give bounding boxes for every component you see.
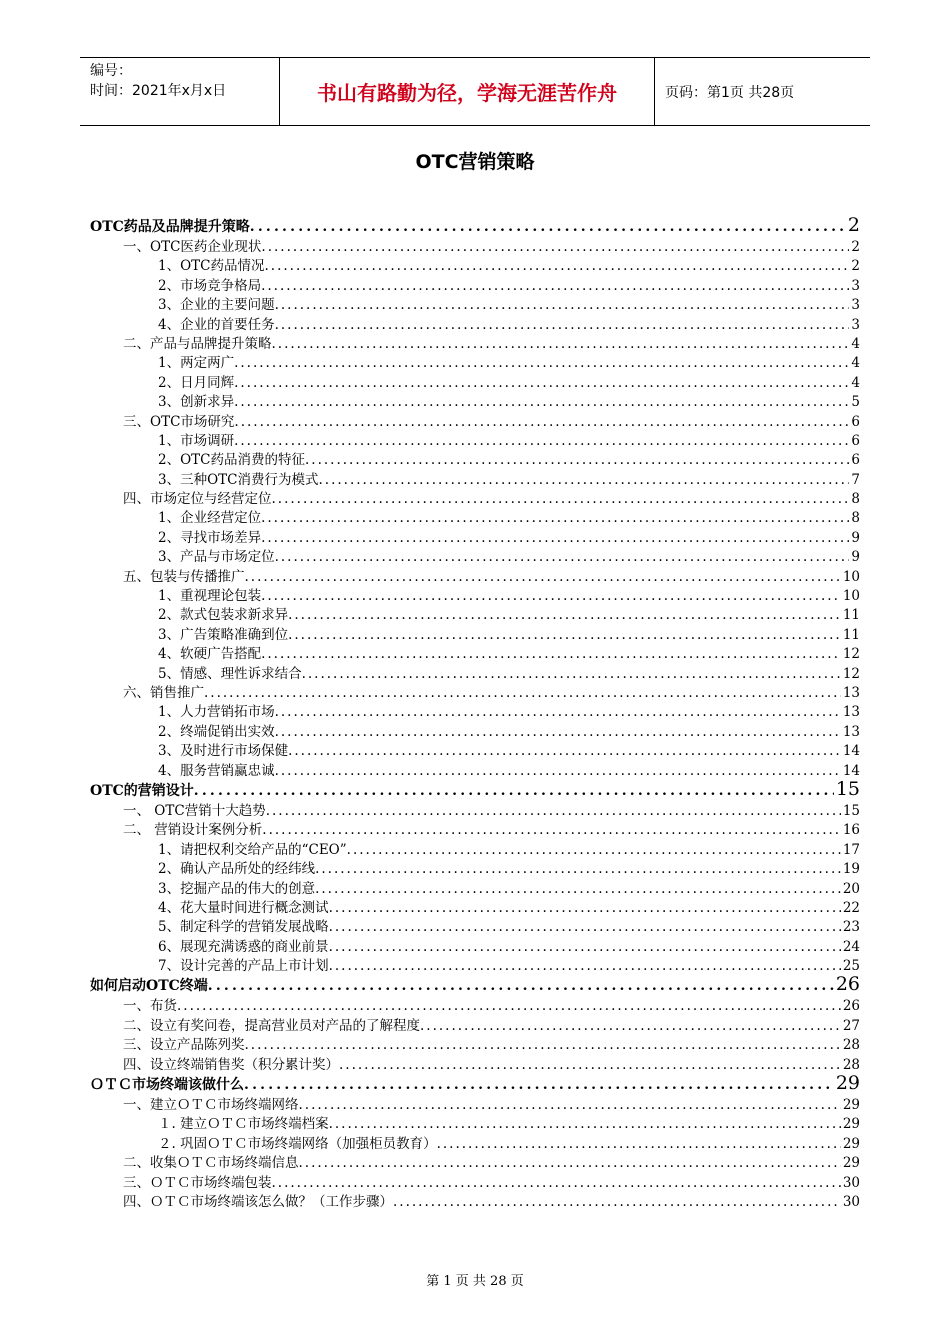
toc-leader-dots [275,549,850,564]
toc-entry-page: 29 [842,1116,860,1132]
toc-entry-page: 14 [842,762,860,778]
toc-leader-dots [329,900,841,915]
toc-entry-page: 17 [842,841,860,858]
toc-leader-dots [261,588,841,603]
toc-entry-page: 19 [842,861,860,877]
toc-leader-dots [261,646,841,661]
header-page-label: 页码：第1页 共28页 [665,84,795,101]
toc-leader-dots [234,433,849,448]
toc-entry-title: 一、建立ＯＴＣ市场终端网络 [123,1097,299,1113]
toc-entry-page: 12 [842,665,860,681]
toc-entry-title: 6、展现充满诱惑的商业前景 [158,938,329,955]
toc-entry-page: 11 [842,626,860,643]
toc-leader-dots [288,627,841,642]
toc-entry-title: 三、设立产品陈列奖 [123,1037,245,1053]
toc-entry[interactable] [90,799,860,818]
toc-leader-dots [305,452,849,467]
toc-entry-title: 3、及时进行市场保健 [158,743,289,759]
toc-entry-title: 四、市场定位与经营定位 [123,491,272,507]
toc-entry[interactable] [90,468,860,487]
document-title: OTC营销策略 [415,151,535,173]
toc-entry-title: 4、服务营销赢忠诚 [158,762,275,778]
toc-entry-page: 28 [842,1056,860,1073]
toc-entry-title: 1、OTC药品情况 [158,258,265,274]
toc-entry-page: 9 [851,549,860,565]
toc-entry-title: 1、人力营销拓市场 [158,704,275,720]
toc-entry-page: 13 [842,684,860,701]
toc-leader-dots [245,569,841,584]
toc-entry-title: 3、企业的主要问题 [158,297,275,313]
toc-leader-dots [315,881,841,896]
toc-entry[interactable] [90,487,860,506]
toc-entry[interactable] [90,877,860,896]
toc-entry-page: 10 [842,588,860,604]
toc-entry-page: 12 [842,646,860,662]
toc-entry-page: 29 [835,1072,860,1094]
toc-leader-dots [272,336,850,351]
toc-entry[interactable] [90,371,860,390]
toc-leader-dots [288,607,841,622]
toc-entry[interactable] [90,935,860,954]
toc-leader-dots [339,1057,841,1072]
toc-entry[interactable] [90,1171,860,1190]
toc-leader-dots [250,219,846,235]
toc-entry-title: 2、日月同辉 [158,374,235,391]
toc-entry[interactable] [90,759,860,778]
toc-entry-page: 16 [842,822,860,838]
toc-entry-page: 2 [847,214,860,235]
toc-entry[interactable] [90,915,860,934]
toc-entry-title: OTC的营销设计 [90,782,194,799]
toc-leader-dots [299,1155,841,1170]
toc-leader-dots [302,666,841,681]
toc-leader-dots [261,530,849,545]
toc-entry[interactable] [90,506,860,525]
toc-entry-page: 5 [851,394,860,410]
toc-entry[interactable] [90,720,860,739]
toc-entry[interactable] [90,584,860,603]
toc-entry-title: ２. 巩固ＯＴＣ市场终端网络（加强柜员教育） [158,1135,437,1152]
toc-entry-title: 3、产品与市场定位 [158,549,275,565]
toc-entry-page: 28 [842,1037,860,1053]
toc-entry[interactable] [90,838,860,857]
toc-entry-page: 3 [851,297,860,313]
toc-leader-dots [262,822,841,837]
toc-entry[interactable] [90,994,860,1013]
toc-entry-title: 1、请把权利交给产品的“CEO” [158,841,347,858]
toc-leader-dots [275,317,850,332]
toc-entry-title: 2、OTC药品消费的特征 [158,452,305,468]
toc-entry-title: 如何启动OTC终端 [90,978,208,995]
toc-entry-title: 二、 营销设计案例分析 [123,822,263,838]
toc-leader-dots [329,919,841,934]
toc-entry-title: 五、包装与传播推广 [123,568,245,585]
toc-leader-dots [275,297,850,312]
toc-leader-dots [245,1037,841,1052]
toc-entry-page: 20 [842,880,860,896]
toc-leader-dots [275,763,841,778]
toc-entry[interactable] [90,1112,860,1131]
toc-leader-dots [437,1136,841,1151]
toc-entry-page: 4 [851,374,860,391]
toc-entry-title: 一、布货 [123,998,177,1014]
toc-entry-title: 六、销售推广 [123,684,204,701]
toc-entry-page: 4 [851,335,860,352]
toc-entry-page: 23 [842,919,860,935]
toc-entry[interactable] [90,739,860,758]
toc-entry-title: 1、重视理论包装 [158,588,262,604]
toc-entry[interactable] [90,642,860,661]
toc-entry[interactable] [90,254,860,273]
toc-entry-title: 5、制定科学的营销发展战略 [158,919,329,935]
toc-entry-title: 1、企业经营定位 [158,510,262,526]
toc-entry-page: 9 [851,529,860,546]
toc-entry-title: 2、寻找市场差异 [158,529,262,546]
toc-entry[interactable] [90,390,860,409]
toc-entry-page: 2 [851,239,860,255]
toc-leader-dots [234,355,849,370]
toc-entry[interactable] [90,526,860,545]
toc-leader-dots [234,375,849,390]
toc-entry-page: 30 [842,1174,860,1190]
toc-entry-title: 3、广告策略准确到位 [158,626,289,643]
toc-leader-dots [299,1097,841,1112]
document-time-label: 时间：2021年x月x日 [90,83,227,99]
toc-entry-title: 四、ＯＴＣ市场终端该怎么做？（工作步骤） [123,1193,393,1210]
toc-entry-title: 4、花大量时间进行概念测试 [158,899,329,916]
toc-entry-title: 二、设立有奖问卷，提高营业员对产品的了解程度 [123,1017,420,1034]
toc-entry-title: 2、款式包装求新求异 [158,607,289,623]
toc-entry[interactable] [90,235,860,254]
toc-entry[interactable] [90,1151,860,1170]
toc-entry-title: 二、收集ＯＴＣ市场终端信息 [123,1155,299,1171]
toc-entry[interactable] [90,857,860,876]
toc-leader-dots [261,510,849,525]
toc-entry[interactable] [90,214,860,235]
toc-entry-page: 6 [851,432,860,449]
toc-entry-page: 2 [851,258,860,274]
toc-entry-title: 4、企业的首要任务 [158,316,275,332]
toc-entry[interactable] [90,1053,860,1072]
toc-entry-page: 10 [842,568,860,585]
toc-entry[interactable] [90,293,860,312]
toc-entry[interactable] [90,603,860,622]
toc-entry[interactable] [90,565,860,584]
document-number-label: 编号： [90,63,132,79]
toc-leader-dots [275,724,841,739]
toc-entry[interactable] [90,778,860,799]
toc-entry-title: 二、产品与品牌提升策略 [123,335,272,352]
toc-leader-dots [194,783,834,799]
toc-leader-dots [265,258,850,273]
toc-entry[interactable] [90,351,860,370]
toc-leader-dots [420,1018,841,1033]
toc-entry[interactable] [90,448,860,467]
toc-leader-dots [234,414,849,429]
toc-entry-title: 3、挖掘产品的伟大的创意 [158,880,316,896]
toc-leader-dots [244,1077,834,1093]
toc-entry-page: 7 [851,471,860,488]
toc-entry[interactable] [90,681,860,700]
toc-entry-title: 一、 OTC营销十大趋势 [123,802,266,819]
toc-leader-dots [261,239,849,254]
toc-entry-page: 11 [842,607,860,623]
toc-entry-page: 25 [842,958,860,974]
toc-entry[interactable] [90,274,860,293]
toc-entry-title: 1、市场调研 [158,432,235,449]
toc-entry-title: 3、创新求异 [158,394,235,410]
toc-leader-dots [272,1175,841,1190]
page-header [80,57,870,126]
toc-entry[interactable] [90,954,860,973]
toc-entry-page: 14 [842,743,860,759]
toc-entry[interactable] [90,1072,860,1093]
toc-entry[interactable] [90,410,860,429]
toc-entry-page: 4 [851,355,860,371]
toc-entry-title: ＯＴＣ市场终端该做什么 [90,1077,244,1094]
page-footer: 第 1 页 共 28 页 [426,1274,524,1289]
toc-entry[interactable] [90,1132,860,1151]
toc-entry-title: 1、两定两广 [158,355,235,371]
toc-entry-title: 4、软硬广告搭配 [158,646,262,662]
toc-leader-dots [329,958,841,973]
toc-leader-dots [204,685,841,700]
toc-leader-dots [329,1116,841,1131]
toc-entry[interactable] [90,896,860,915]
toc-entry-title: 2、确认产品所处的经纬线 [158,861,316,877]
toc-entry[interactable] [90,623,860,642]
toc-entry-page: 26 [835,973,860,995]
toc-leader-dots [234,394,849,409]
toc-leader-dots [288,743,841,758]
toc-entry-page: 22 [842,899,860,916]
toc-leader-dots [177,998,841,1013]
toc-entry[interactable] [90,332,860,351]
toc-entry[interactable] [90,313,860,332]
toc-entry-page: 15 [842,802,860,819]
toc-entry[interactable] [90,1093,860,1112]
toc-entry-page: 3 [851,316,860,332]
header-motto: 书山有路勤为径，学海无涯苦作舟 [280,58,655,125]
toc-entry-page: 26 [842,998,860,1014]
toc-entry-page: 6 [851,452,860,468]
toc-entry-page: 13 [842,704,860,720]
toc-leader-dots [329,939,841,954]
toc-entry[interactable] [90,1014,860,1033]
toc-entry[interactable] [90,818,860,837]
toc-leader-dots [266,803,841,818]
toc-entry-title: 三、OTC市场研究 [123,413,235,429]
toc-leader-dots [347,842,841,857]
toc-entry[interactable] [90,662,860,681]
toc-leader-dots [208,978,834,994]
toc-leader-dots [315,861,841,876]
toc-entry[interactable] [90,700,860,719]
toc-entry-page: 29 [842,1155,860,1171]
toc-entry[interactable] [90,1033,860,1052]
toc-entry-title: 三、ＯＴＣ市场终端包装 [123,1174,272,1190]
toc-entry-title: OTC药品及品牌提升策略 [90,219,250,235]
toc-entry-page: 29 [842,1135,860,1152]
toc-entry-page: 8 [851,491,860,507]
toc-entry-title: 2、终端促销出实效 [158,723,275,740]
toc-leader-dots [261,278,849,293]
toc-leader-dots [393,1194,841,1209]
header-meta [80,58,280,125]
toc-entry-page: 15 [835,777,860,799]
toc-entry-title: 7、设计完善的产品上市计划 [158,958,329,974]
toc-entry-page: 6 [851,413,860,429]
toc-entry-page: 27 [842,1017,860,1034]
toc-leader-dots [272,491,850,506]
toc-entry-title: 2、市场竞争格局 [158,277,262,294]
toc-leader-dots [275,704,841,719]
toc-entry-title: 5、情感、理性诉求结合 [158,665,302,681]
toc-entry-page: 24 [842,938,860,955]
toc-entry-title: １. 建立ＯＴＣ市场终端档案 [158,1116,329,1132]
toc-entry[interactable] [90,429,860,448]
toc-entry-page: 8 [851,510,860,526]
toc-entry-page: 30 [842,1193,860,1210]
table-of-contents [90,214,860,1209]
toc-entry-title: 3、三种OTC消费行为模式 [158,471,319,488]
toc-entry-page: 29 [842,1097,860,1113]
toc-entry[interactable] [90,1190,860,1209]
toc-entry-page: 13 [842,723,860,740]
toc-leader-dots [319,472,850,487]
toc-entry[interactable] [90,973,860,994]
toc-entry[interactable] [90,545,860,564]
toc-entry-title: 一、OTC医药企业现状 [123,239,262,255]
toc-entry-page: 3 [851,277,860,294]
toc-entry-title: 四、设立终端销售奖（积分累计奖） [123,1056,339,1073]
